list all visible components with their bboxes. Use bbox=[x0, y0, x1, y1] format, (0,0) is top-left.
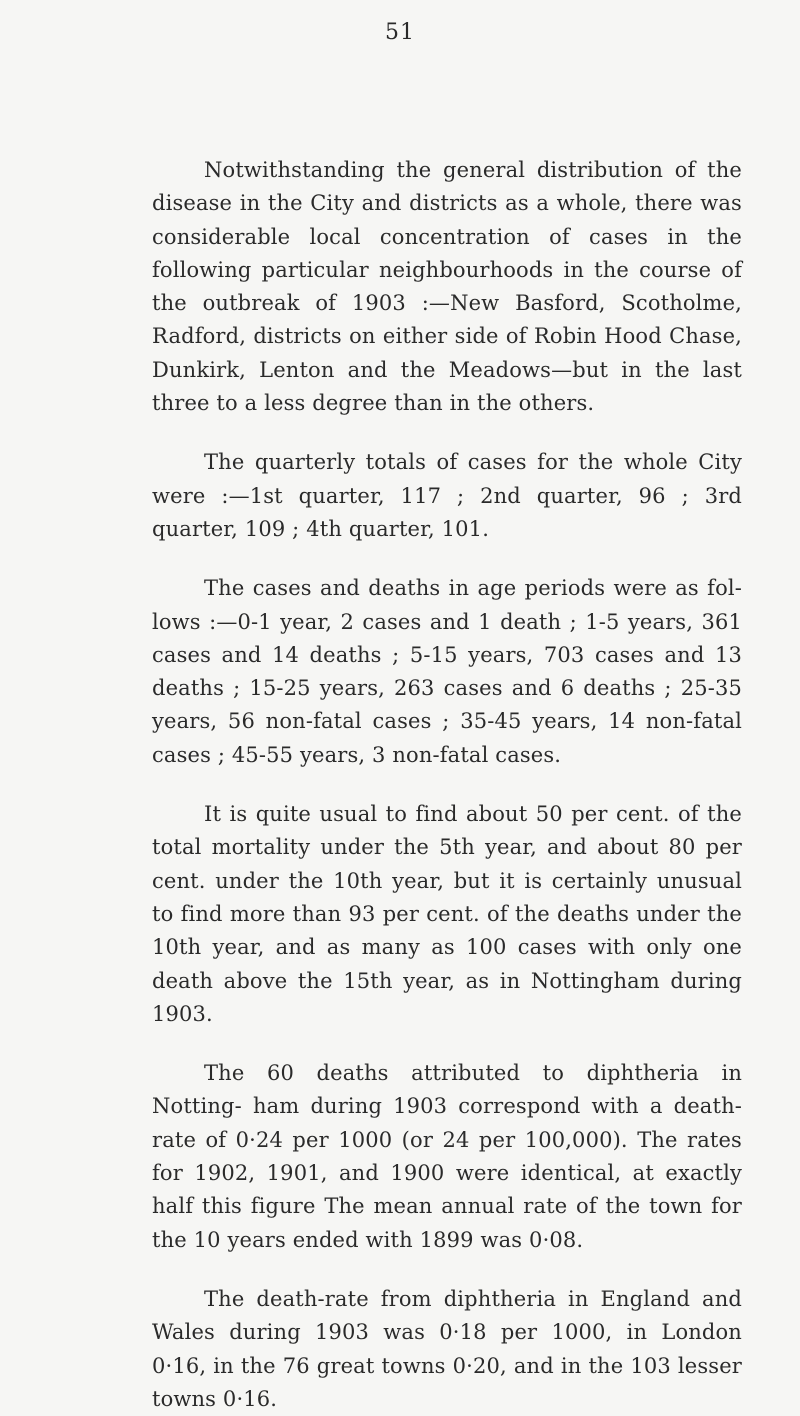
paragraph-local-concentration: Notwithstanding the general distribution of the disease in the City and districts as a whole, there was considerable local concentration of cases in the following particular neighbourhoods in the course of the outbreak of 1903 :—New Basford, Scotholme, Radford, districts on either side of Robin Hood Chase, Dunkirk, Lenton and the Meadows—but in the last three to a less degree than in the others. bbox=[152, 158, 742, 416]
body-text bbox=[152, 154, 742, 1416]
paragraph-quarterly-totals: The quarterly totals of cases for the whole City were :—1st quarter, 117 ; 2nd quarter, 96 ; 3rd quarter, 109 ; 4th quarter, 101. bbox=[152, 450, 742, 541]
page-number: 51 bbox=[385, 20, 415, 45]
paragraph-age-periods: The cases and deaths in age periods were as fol- lows :—0-1 year, 2 cases and 1 death ; 1-5 years, 361 cases and 14 deaths ; 5-15 years, 703 cases and 13 deaths ; 15-25 years, 263 cases and 6 deaths ; 25-35 years, 56 non-fatal cases ; 35-45 years, 14 non-fatal cases ; 45-55 years, 3 non-fatal cases. bbox=[152, 576, 742, 767]
paragraph-mortality-under-age: It is quite usual to find about 50 per cent. of the total mortality under the 5th year, and about 80 per cent. under the 10th year, but it is certainly unusual to find more than 93 per cent. of the deaths under the 10th year, and as many as 100 cases with only one death above the 15th year, as in Nottingham during 1903. bbox=[152, 802, 742, 1026]
paragraph-nottingham-death-rate: The 60 deaths attributed to diphtheria in Notting- ham during 1903 correspond with a death-rate of 0·24 per 1000 (or 24 per 100,000). The rates for 1902, 1901, and 1900 were identical, at exactly half this figure The mean annual rate of the town for the 10 years ended with 1899 was 0·08. bbox=[152, 1061, 742, 1252]
paragraph-england-wales-death-rate: The death-rate from diphtheria in England and Wales during 1903 was 0·18 per 1000, in London 0·16, in the 76 great towns 0·20, and in the 103 lesser towns 0·16. bbox=[152, 1286, 742, 1411]
